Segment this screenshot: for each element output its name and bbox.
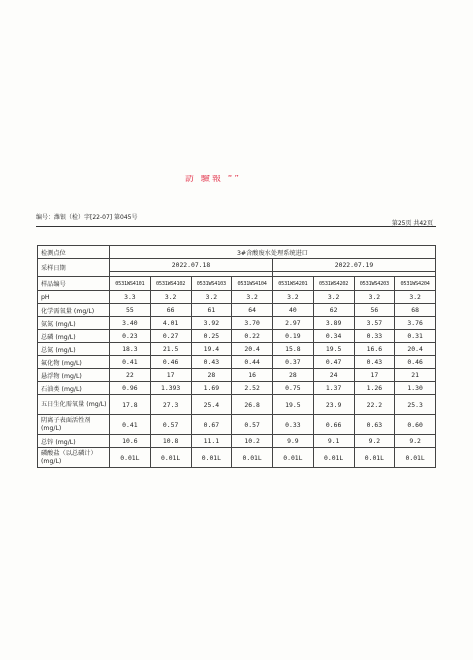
value-cell: 0.33 (354, 330, 395, 343)
sample-id-cell: 0531WS4103 (191, 277, 232, 291)
parameter-name: 总氮 (mg/L) (38, 343, 110, 356)
value-cell: 3.92 (191, 317, 232, 330)
value-cell: 22 (110, 369, 151, 382)
parameter-name: pH (38, 291, 110, 304)
date-cell: 2022.07.19 (273, 259, 436, 272)
parameter-name: 氨氮 (mg/L) (38, 317, 110, 330)
sample-row (38, 277, 436, 291)
table-row (38, 415, 436, 435)
sample-id-cell: 0531WS4102 (150, 277, 191, 291)
value-cell: 9.1 (313, 435, 354, 448)
value-cell: 1.37 (313, 382, 354, 395)
page-number: 第25页 共42页 (391, 220, 433, 227)
parameter-name: 化学需氧量 (mg/L) (38, 304, 110, 317)
value-cell: 0.63 (354, 415, 395, 435)
value-cell: 23.9 (313, 395, 354, 415)
value-cell: 17.8 (110, 395, 151, 415)
value-cell: 10.6 (110, 435, 151, 448)
value-cell: 20.4 (395, 343, 436, 356)
table-row (38, 448, 436, 468)
value-cell: 1.393 (150, 382, 191, 395)
table-row (38, 382, 436, 395)
sample-id-cell: 0531WS4204 (395, 277, 436, 291)
value-cell: 0.43 (191, 356, 232, 369)
value-cell: 68 (395, 304, 436, 317)
parameter-name: 总锌 (mg/L) (38, 435, 110, 448)
value-cell: 18.3 (110, 343, 151, 356)
value-cell: 9.9 (273, 435, 314, 448)
value-cell: 0.01L (232, 448, 273, 468)
value-cell: 0.47 (313, 356, 354, 369)
sample-id-cell: 0531WS4101 (110, 277, 151, 291)
value-cell: 9.2 (395, 435, 436, 448)
value-cell: 3.70 (232, 317, 273, 330)
point-value: 3#含酸废水处理系统进口 (110, 246, 436, 259)
value-cell: 55 (110, 304, 151, 317)
value-cell: 17 (354, 369, 395, 382)
table-row (38, 304, 436, 317)
date-cell: 2022.07.18 (110, 259, 273, 272)
value-cell: 22.2 (354, 395, 395, 415)
value-cell: 17 (150, 369, 191, 382)
value-cell: 0.46 (395, 356, 436, 369)
date-label: 采样日期 (38, 259, 110, 277)
value-cell: 0.57 (150, 415, 191, 435)
value-cell: 0.22 (232, 330, 273, 343)
value-cell: 10.2 (232, 435, 273, 448)
value-cell: 0.01L (150, 448, 191, 468)
value-cell: 0.41 (110, 415, 151, 435)
value-cell: 0.27 (150, 330, 191, 343)
parameter-name: 五日生化需氧量 (mg/L) (38, 395, 110, 415)
parameter-name: 石油类 (mg/L) (38, 382, 110, 395)
value-cell: 0.01L (191, 448, 232, 468)
table-row (38, 343, 436, 356)
value-cell: 15.8 (273, 343, 314, 356)
parameter-name: 阴离子表面活性剂 (mg/L) (38, 415, 110, 435)
table-row (38, 435, 436, 448)
value-cell: 2.52 (232, 382, 273, 395)
value-cell: 3.2 (150, 291, 191, 304)
table-row (38, 356, 436, 369)
value-cell: 0.34 (313, 330, 354, 343)
value-cell: 0.25 (191, 330, 232, 343)
value-cell: 0.23 (110, 330, 151, 343)
value-cell: 3.2 (354, 291, 395, 304)
parameter-name: 磷酸盐（以总磷计）(mg/L) (38, 448, 110, 468)
value-cell: 0.43 (354, 356, 395, 369)
value-cell: 21 (395, 369, 436, 382)
sample-id-cell: 0531WS4203 (354, 277, 395, 291)
value-cell: 0.01L (354, 448, 395, 468)
value-cell: 3.2 (395, 291, 436, 304)
sample-id-cell: 0531WS4201 (273, 277, 314, 291)
value-cell: 2.97 (273, 317, 314, 330)
value-cell: 19.4 (191, 343, 232, 356)
value-cell: 16 (232, 369, 273, 382)
report-number: 编号：潍银（检）字[22-07] 第045号 (36, 214, 138, 221)
value-cell: 1.30 (395, 382, 436, 395)
value-cell: 19.5 (313, 343, 354, 356)
results-table (37, 245, 436, 468)
value-cell: 25.3 (395, 395, 436, 415)
value-cell: 21.5 (150, 343, 191, 356)
value-cell: 61 (191, 304, 232, 317)
value-cell: 19.5 (273, 395, 314, 415)
sample-label: 样品编号 (38, 277, 110, 291)
value-cell: 3.2 (273, 291, 314, 304)
value-cell: 0.31 (395, 330, 436, 343)
value-cell: 0.75 (273, 382, 314, 395)
table-row (38, 291, 436, 304)
parameter-name: 悬浮物 (mg/L) (38, 369, 110, 382)
value-cell: 40 (273, 304, 314, 317)
value-cell: 66 (150, 304, 191, 317)
point-row (38, 246, 436, 259)
value-cell: 0.46 (150, 356, 191, 369)
value-cell: 9.2 (354, 435, 395, 448)
sample-id-cell: 0531WS4202 (313, 277, 354, 291)
header-rule (36, 226, 436, 227)
value-cell: 0.96 (110, 382, 151, 395)
parameter-name: 氟化物 (mg/L) (38, 356, 110, 369)
value-cell: 3.2 (232, 291, 273, 304)
value-cell: 11.1 (191, 435, 232, 448)
value-cell: 0.37 (273, 356, 314, 369)
sample-id-cell: 0531WS4104 (232, 277, 273, 291)
value-cell: 20.4 (232, 343, 273, 356)
value-cell: 0.19 (273, 330, 314, 343)
table-row (38, 330, 436, 343)
value-cell: 0.57 (232, 415, 273, 435)
value-cell: 10.8 (150, 435, 191, 448)
value-cell: 3.2 (191, 291, 232, 304)
value-cell: 0.33 (273, 415, 314, 435)
value-cell: 16.6 (354, 343, 395, 356)
point-label: 检测点位 (38, 246, 110, 259)
value-cell: 3.3 (110, 291, 151, 304)
value-cell: 3.57 (354, 317, 395, 330)
value-cell: 0.60 (395, 415, 436, 435)
value-cell: 64 (232, 304, 273, 317)
red-seal-stamp: 訪 驗報 “” (185, 175, 242, 184)
table-row (38, 395, 436, 415)
value-cell: 1.26 (354, 382, 395, 395)
value-cell: 62 (313, 304, 354, 317)
value-cell: 28 (273, 369, 314, 382)
value-cell: 4.01 (150, 317, 191, 330)
value-cell: 25.4 (191, 395, 232, 415)
value-cell: 3.76 (395, 317, 436, 330)
value-cell: 28 (191, 369, 232, 382)
value-cell: 56 (354, 304, 395, 317)
table-row (38, 369, 436, 382)
value-cell: 3.2 (313, 291, 354, 304)
value-cell: 24 (313, 369, 354, 382)
value-cell: 0.67 (191, 415, 232, 435)
value-cell: 3.89 (313, 317, 354, 330)
value-cell: 0.01L (313, 448, 354, 468)
value-cell: 0.66 (313, 415, 354, 435)
value-cell: 0.01L (110, 448, 151, 468)
value-cell: 1.69 (191, 382, 232, 395)
value-cell: 3.40 (110, 317, 151, 330)
value-cell: 0.01L (273, 448, 314, 468)
value-cell: 26.8 (232, 395, 273, 415)
parameter-name: 总磷 (mg/L) (38, 330, 110, 343)
date-row (38, 259, 436, 272)
value-cell: 0.41 (110, 356, 151, 369)
table-row (38, 317, 436, 330)
value-cell: 0.44 (232, 356, 273, 369)
value-cell: 0.01L (395, 448, 436, 468)
value-cell: 27.3 (150, 395, 191, 415)
